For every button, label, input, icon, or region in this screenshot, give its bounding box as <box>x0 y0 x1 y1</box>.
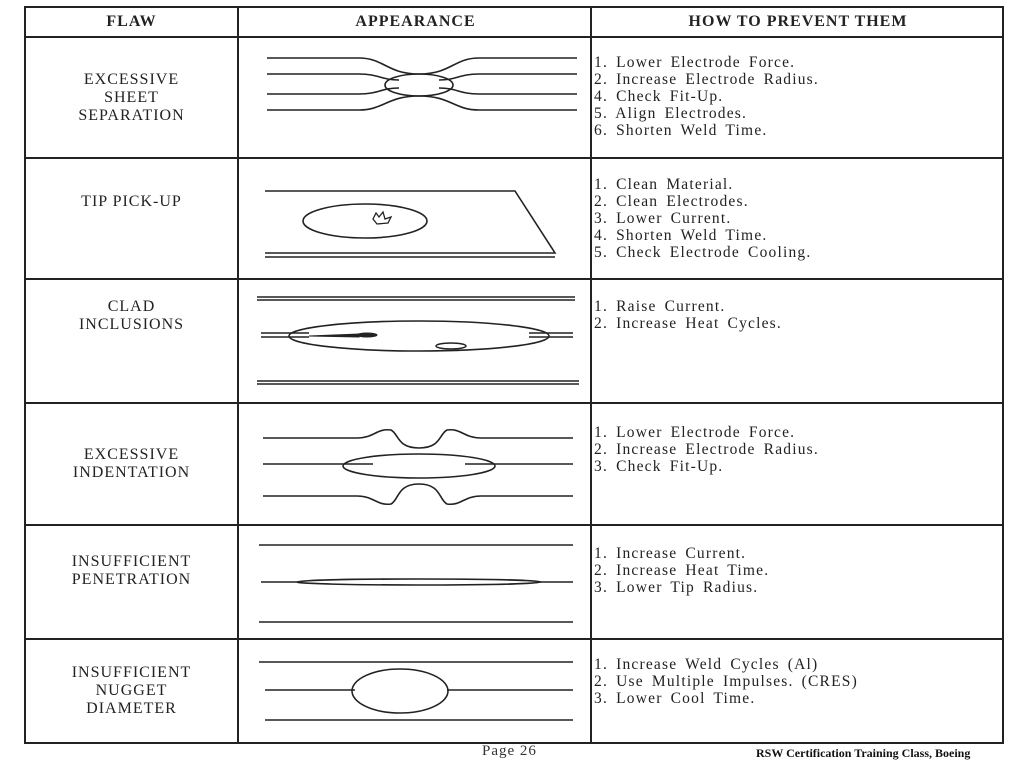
prevent-item: 2. Clean Electrodes. <box>594 193 749 210</box>
prevent-item: 1. Increase Current. <box>594 545 747 562</box>
prevent-list <box>594 656 1004 707</box>
prevent-item: 5. Align Electrodes. <box>594 105 748 122</box>
flaw-label-excessive-sheet-separation: EXCESSIVE SHEET SEPARATION <box>78 70 185 124</box>
prevent-item: 2. Use Multiple Impulses. (CRES) <box>594 673 858 690</box>
prevent-item: 2. Increase Heat Time. <box>594 562 770 579</box>
prevent-list <box>594 54 1004 139</box>
prevent-item: 2. Increase Electrode Radius. <box>594 441 819 458</box>
flaw-label-tip-pick-up: TIP PICK-UP <box>81 192 182 210</box>
flaw-table <box>24 6 1004 744</box>
prevent-item: 4. Check Fit-Up. <box>594 88 724 105</box>
flaw-label-excessive-indentation: EXCESSIVE INDENTATION <box>72 446 191 481</box>
prevent-item: 2. Increase Electrode Radius. <box>594 71 819 88</box>
prevent-list <box>594 545 1004 596</box>
prevent-list <box>594 176 1004 261</box>
prevent-item: 3. Lower Tip Radius. <box>594 579 759 596</box>
prevent-item: 1. Raise Current. <box>594 298 726 315</box>
insufficient-penetration-diagram <box>239 526 589 638</box>
prevent-list <box>594 424 1004 475</box>
prevent-item: 1. Lower Electrode Force. <box>594 54 796 71</box>
prevent-item: 3. Lower Cool Time. <box>594 690 756 707</box>
clad-inclusions-diagram <box>239 280 589 402</box>
prevent-item: 1. Lower Electrode Force. <box>594 424 796 441</box>
tip-pick-up-diagram <box>239 159 589 277</box>
prevent-item: 1. Increase Weld Cycles (Al) <box>594 656 819 673</box>
insufficient-nugget-diameter-diagram <box>239 640 589 742</box>
footer-credit: RSW Certification Training Class, Boeing <box>756 746 971 760</box>
prevent-item: 4. Shorten Weld Time. <box>594 227 768 244</box>
prevent-list <box>594 298 1004 332</box>
prevent-item: 6. Shorten Weld Time. <box>594 122 768 139</box>
prevent-item: 3. Lower Current. <box>594 210 732 227</box>
prevent-item: 2. Increase Heat Cycles. <box>594 315 782 332</box>
excessive-indentation-diagram <box>239 404 589 524</box>
prevent-item: 5. Check Electrode Cooling. <box>594 244 812 261</box>
flaw-label-insufficient-nugget-diameter: INSUFFICIENT NUGGET DIAMETER <box>71 664 192 717</box>
header-prevent: HOW TO PREVENT THEM <box>688 13 908 30</box>
excessive-sheet-separation-diagram <box>239 38 589 156</box>
header-appearance: APPEARANCE <box>355 13 476 30</box>
prevent-item: 3. Check Fit-Up. <box>594 458 724 475</box>
page-number: Page 26 <box>482 743 537 759</box>
prevent-item: 1. Clean Material. <box>594 176 734 193</box>
column-divider <box>590 8 592 742</box>
flaw-label-insufficient-penetration: INSUFFICIENT PENETRATION <box>71 553 192 588</box>
flaw-label-clad-inclusions: CLAD INCLUSIONS <box>78 298 185 333</box>
header-flaw: FLAW <box>106 13 157 30</box>
